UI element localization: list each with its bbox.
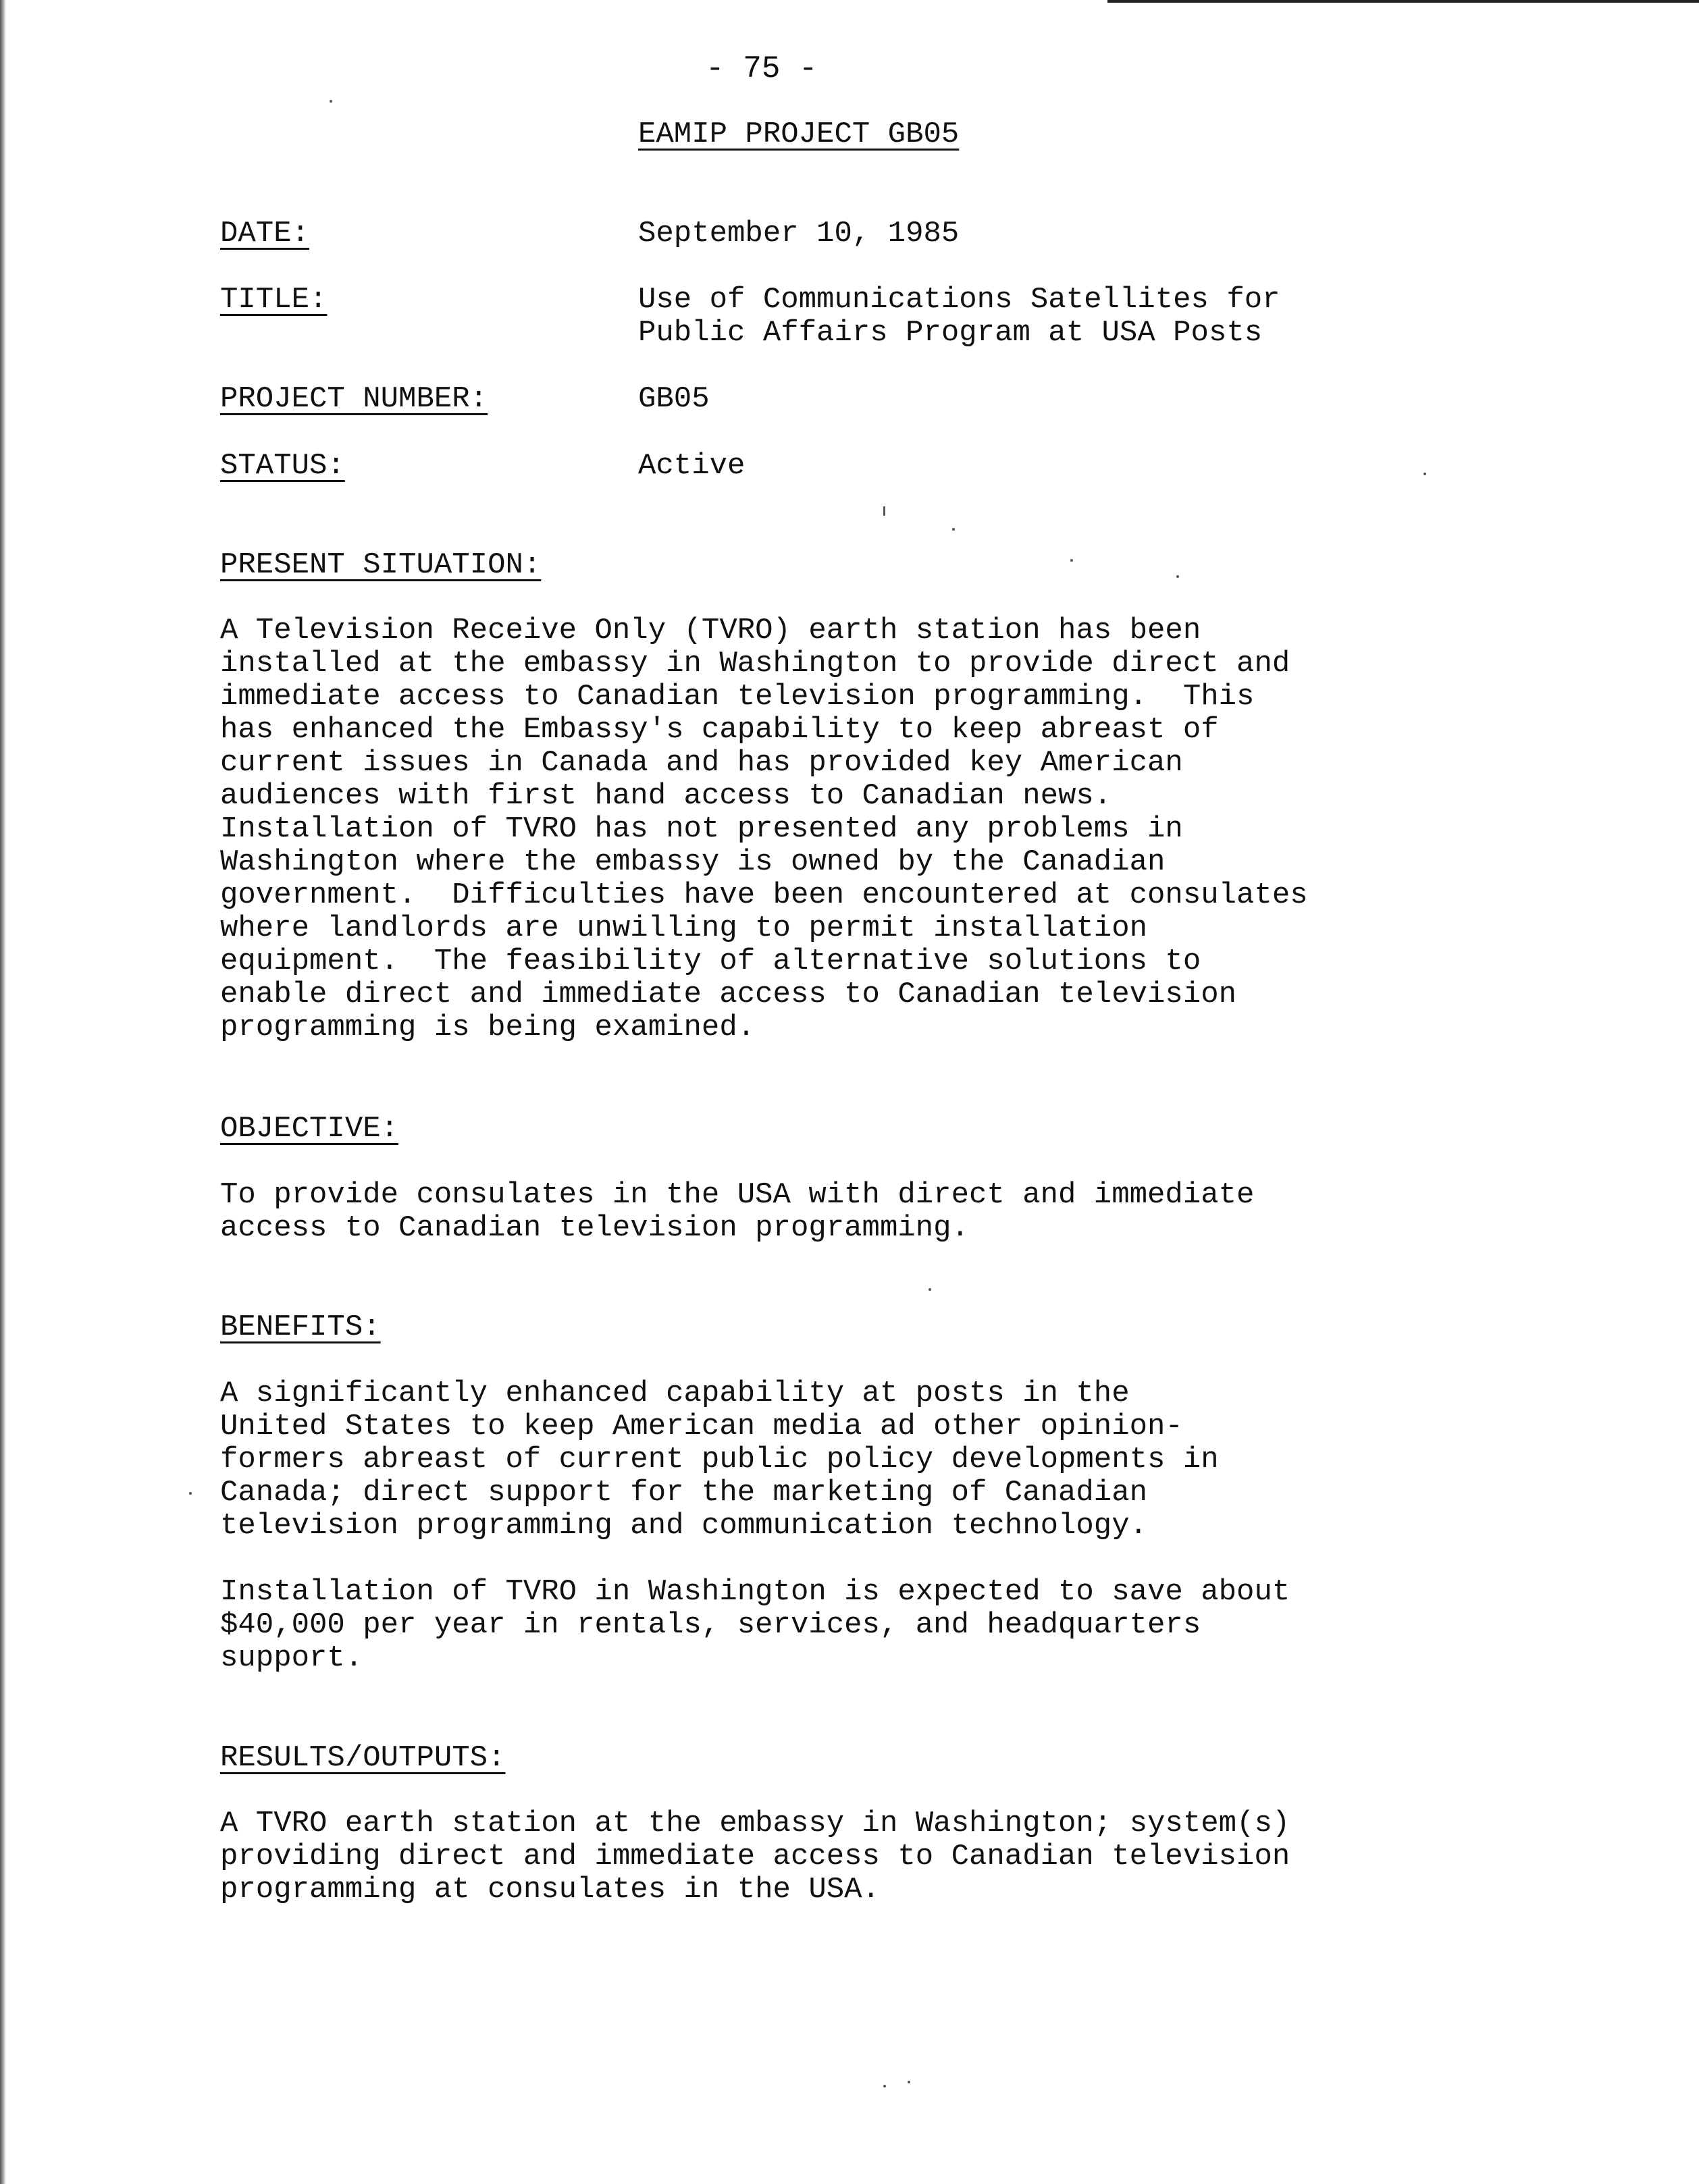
scan-speck: [1423, 473, 1426, 475]
text-line: television programming and communication technology.: [220, 1509, 1148, 1543]
text-line: has enhanced the Embassy's capability to keep abreast of: [220, 713, 1219, 747]
objective-paragraph: [220, 1179, 1254, 1245]
scan-speck: [1176, 575, 1179, 578]
text-line: immediate access to Canadian television programming. This: [220, 680, 1255, 714]
text-line: current issues in Canada and has provided key American: [220, 746, 1183, 780]
text-line: where landlords are unwilling to permit installation: [220, 911, 1148, 945]
text-line: access to Canadian television programming.: [220, 1211, 969, 1245]
scan-speck: [883, 506, 885, 516]
objective-heading: OBJECTIVE:: [220, 1112, 399, 1146]
date-label: DATE:: [220, 217, 310, 250]
project-number-label: PROJECT NUMBER:: [220, 382, 488, 416]
scan-speck: [908, 2081, 910, 2083]
text-line: A significantly enhanced capability at posts in the: [220, 1377, 1130, 1410]
document-heading: EAMIP PROJECT GB05: [638, 117, 960, 151]
scan-speck: [883, 2085, 886, 2087]
text-line: Installation of TVRO has not presented any problems in: [220, 812, 1183, 846]
title-value: [638, 284, 1280, 350]
text-line: formers abreast of current public policy developments in: [220, 1443, 1219, 1476]
text-line: providing direct and immediate access to Canadian television: [220, 1840, 1290, 1873]
status-value: Active: [638, 449, 746, 483]
scan-speck: [330, 100, 332, 103]
text-line: support.: [220, 1641, 363, 1675]
text-line: equipment. The feasibility of alternative solutions to: [220, 944, 1201, 978]
benefits-heading: BENEFITS:: [220, 1310, 381, 1344]
scan-speck: [1070, 559, 1073, 562]
title-value-line: Use of Communications Satellites for: [638, 283, 1280, 317]
text-line: A TVRO earth station at the embassy in Washington; system(s): [220, 1807, 1290, 1840]
title-label: TITLE:: [220, 283, 328, 317]
results-outputs-paragraph: [220, 1807, 1290, 1907]
scanned-page-edge: [0, 0, 6, 2184]
text-line: programming at consulates in the USA.: [220, 1873, 880, 1907]
scan-speck: [189, 1492, 192, 1495]
scan-speck: [929, 1288, 931, 1291]
date-value: September 10, 1985: [638, 217, 960, 250]
text-line: Washington where the embassy is owned by the Canadian: [220, 845, 1166, 879]
text-line: government. Difficulties have been encountered at consulates: [220, 878, 1308, 912]
top-edge-rule: [1107, 0, 1699, 3]
text-line: Canada; direct support for the marketing of Canadian: [220, 1476, 1148, 1510]
text-line: A Television Receive Only (TVRO) earth station has been: [220, 614, 1201, 647]
text-line: audiences with first hand access to Canadian news.: [220, 779, 1112, 813]
text-line: installed at the embassy in Washington to provide direct and: [220, 647, 1290, 681]
text-line: $40,000 per year in rentals, services, and headquarters: [220, 1608, 1201, 1642]
scan-speck: [952, 528, 955, 531]
project-number-value: GB05: [638, 382, 710, 416]
page-number: - 75 -: [706, 51, 818, 86]
text-line: Installation of TVRO in Washington is expected to save about: [220, 1575, 1290, 1609]
benefits-savings-paragraph: [220, 1576, 1290, 1675]
text-line: United States to keep American media ad other opinion-: [220, 1410, 1183, 1443]
text-line: programming is being examined.: [220, 1011, 756, 1044]
present-situation-paragraph: [220, 614, 1308, 1044]
text-line: enable direct and immediate access to Canadian television: [220, 978, 1237, 1011]
text-line: To provide consulates in the USA with direct and immediate: [220, 1178, 1255, 1212]
results-outputs-heading: RESULTS/OUTPUTS:: [220, 1741, 506, 1775]
present-situation-heading: PRESENT SITUATION:: [220, 548, 542, 582]
status-label: STATUS:: [220, 449, 345, 483]
title-value-line: Public Affairs Program at USA Posts: [638, 316, 1263, 350]
benefits-paragraph: [220, 1377, 1219, 1543]
